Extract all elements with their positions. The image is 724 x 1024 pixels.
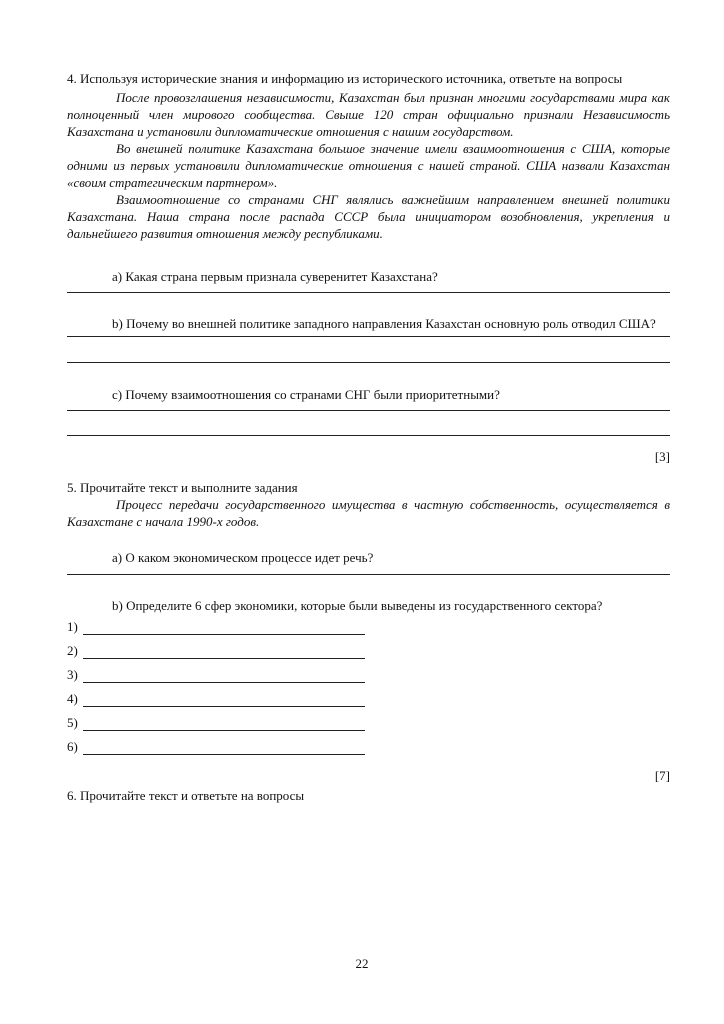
- page-number: 22: [355, 956, 369, 971]
- answer-number: 5): [67, 715, 78, 730]
- list-item: [67, 637, 670, 659]
- worksheet-page: [67, 70, 670, 804]
- question-5a: а) О каком экономическом процессе идет речь?: [112, 550, 374, 565]
- answer-blank[interactable]: [83, 715, 365, 731]
- question-6-title: 6. Прочитайте текст и ответьте на вопросы: [67, 788, 305, 803]
- question-4-title: 4. Используя исторические знания и информацию из исторического источника, ответьте на вопросы: [67, 71, 623, 86]
- answer-blank[interactable]: [83, 643, 365, 659]
- source-paragraph: Во внешней политике Казахстана большое значение имели взаимоотношения с США, которые одними из первых установили дипломатические отношения с нашей страной. США назвали Казахстан «своим стратегическим партнером».: [67, 141, 670, 190]
- answer-number: 6): [67, 739, 78, 754]
- question-4a: а) Какая страна первым признала суверенитет Казахстана?: [112, 269, 438, 284]
- question-4-score: [3]: [654, 449, 670, 464]
- question-5b: b) Определите 6 сфер экономики, которые были выведены из государственного сектора?: [112, 598, 603, 613]
- source-paragraph: Взаимоотношение со странами СНГ являлись важнейшим направлением внешней политики Казахстана. Наша страна после распада СССР была инициатором возобновления, укрепления и дальнейшего развития отношения между республиками.: [67, 192, 670, 241]
- source-paragraph: После провозглашения независимости, Казахстан был признан многими государствами мира как полноценный член мирового сообщества. Свыше 120 стран официально признали Независимость Казахстана и установили дипломатические отношения с нашим государством.: [67, 90, 670, 139]
- list-item: [67, 613, 670, 635]
- answer-line[interactable]: [67, 292, 670, 293]
- answer-number: 4): [67, 691, 78, 706]
- answer-line[interactable]: [67, 336, 670, 337]
- answer-line[interactable]: [67, 435, 670, 436]
- answer-list: [67, 613, 670, 755]
- question-5-title: 5. Прочитайте текст и выполните задания: [67, 480, 298, 495]
- question-5-source: Процесс передачи государственного имущества в частную собственность, осуществляется в Казахстане с начала 1990-х годов.: [67, 497, 670, 529]
- question-5-score: [7]: [654, 768, 670, 783]
- list-item: [67, 685, 670, 707]
- answer-number: 1): [67, 619, 78, 634]
- list-item: [67, 733, 670, 755]
- answer-number: 2): [67, 643, 78, 658]
- question-4-source: [67, 89, 670, 242]
- answer-number: 3): [67, 667, 78, 682]
- list-item: [67, 661, 670, 683]
- list-item: [67, 709, 670, 731]
- answer-line[interactable]: [67, 410, 670, 411]
- question-4c: c) Почему взаимоотношения со странами СНГ были приоритетными?: [112, 387, 500, 402]
- answer-blank[interactable]: [83, 691, 365, 707]
- answer-line[interactable]: [67, 362, 670, 363]
- answer-blank[interactable]: [83, 739, 365, 755]
- answer-line[interactable]: [67, 574, 670, 575]
- question-4b: b) Почему во внешней политике западного направления Казахстан основную роль отводил США?: [112, 316, 656, 331]
- answer-blank[interactable]: [83, 619, 365, 635]
- answer-blank[interactable]: [83, 667, 365, 683]
